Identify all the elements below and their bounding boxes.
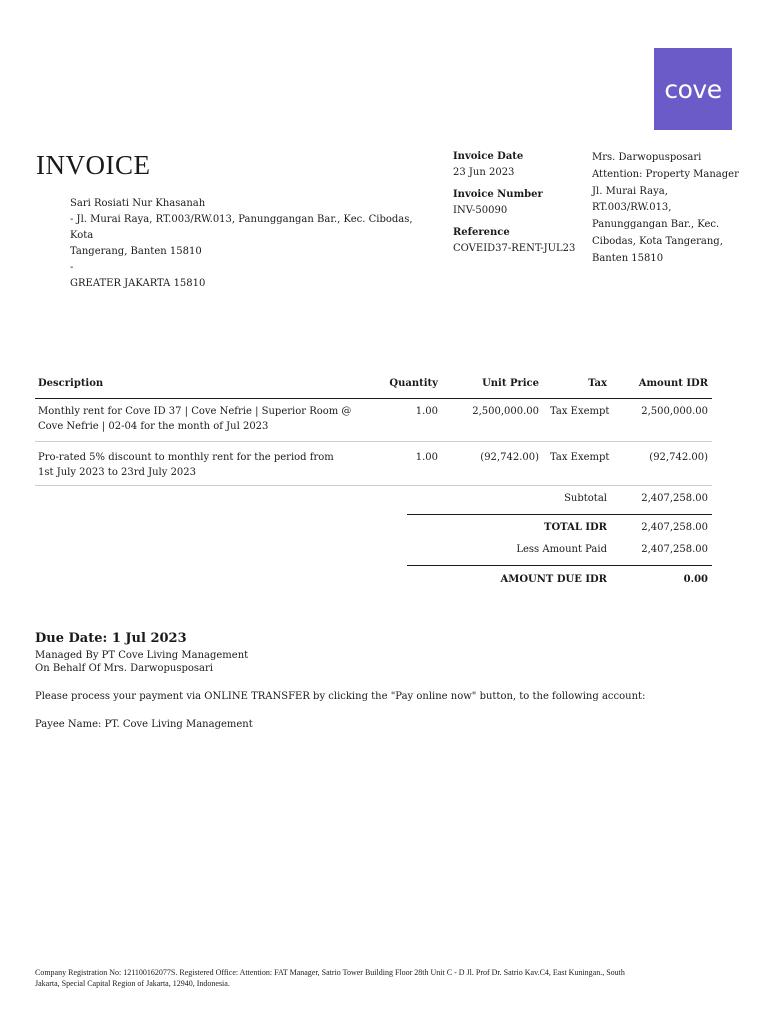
reference-value: COVEID37-RENT-JUL23	[453, 243, 576, 254]
bill-to-line3: -	[70, 262, 74, 273]
line-items-table	[35, 373, 712, 486]
table-row	[35, 399, 712, 442]
invoice-number-label: Invoice Number	[453, 189, 543, 200]
logo-text: cove	[664, 74, 722, 104]
from-line: Attention: Property Manager	[592, 168, 739, 180]
reference-label: Reference	[453, 227, 510, 238]
item-amount: 2,500,000.00	[641, 406, 708, 417]
from-address	[592, 150, 762, 268]
from-line: RT.003/RW.013,	[592, 202, 672, 214]
item-tax: Tax Exempt	[550, 452, 610, 463]
header-description: Description	[38, 378, 104, 389]
bill-to-name: Sari Rosiati Nur Khasanah	[70, 198, 206, 209]
totals-divider	[407, 565, 712, 566]
amount-due-label: AMOUNT DUE IDR	[500, 574, 607, 585]
invoice-number-value: INV-50090	[453, 205, 508, 216]
invoice-date-label: Invoice Date	[453, 151, 524, 162]
item-description-line: 1st July 2023 to 23rd July 2023	[38, 466, 197, 478]
header-quantity: Quantity	[389, 378, 438, 389]
bill-to-line4: GREATER JAKARTA 15810	[70, 278, 206, 289]
item-unit-price: (92,742.00)	[480, 452, 539, 463]
subtotal-value: 2,407,258.00	[641, 493, 708, 504]
item-unit-price: 2,500,000.00	[472, 406, 539, 417]
total-value: 2,407,258.00	[641, 522, 708, 533]
totals-section	[407, 493, 712, 593]
page-title: INVOICE	[36, 150, 151, 180]
item-quantity: 1.00	[415, 452, 438, 463]
header-amount: Amount IDR	[638, 378, 708, 389]
header-tax: Tax	[588, 378, 607, 389]
item-description-line: Pro-rated 5% discount to monthly rent for the period from	[38, 452, 334, 463]
item-description-line: Cove Nefrie | 02-04 for the month of Jul 2023	[38, 420, 269, 432]
managed-by: Managed By PT Cove Living Management	[35, 650, 249, 661]
from-line: Banten 15810	[592, 252, 664, 264]
item-description	[38, 451, 358, 480]
bill-to-address	[70, 196, 420, 292]
bill-to-line1: - Jl. Murai Raya, RT.003/RW.013, Panunggangan Bar., Kec. Cibodas, Kota	[70, 214, 413, 241]
item-description	[38, 405, 358, 434]
from-line: Jl. Murai Raya,	[592, 185, 668, 197]
payee-name: Payee Name: PT. Cove Living Management	[35, 719, 253, 730]
totals-divider	[407, 514, 712, 515]
from-line: Cibodas, Kota Tangerang,	[592, 235, 723, 247]
from-line: Panunggangan Bar., Kec.	[592, 219, 720, 231]
item-description-line: Monthly rent for Cove ID 37 | Cove Nefrie | Superior Room @	[38, 406, 352, 417]
item-quantity: 1.00	[415, 406, 438, 417]
footer-line: Company Registration No: 121100162077S. Registered Office: Attention: FAT Manager, Satrio Tower Building Floor 28th Unit C - D Jl. Prof Dr. Satrio Kav.C4, East Kuningan., South	[35, 968, 625, 977]
item-amount: (92,742.00)	[649, 452, 708, 463]
bill-to-line2: Tangerang, Banten 15810	[70, 246, 202, 257]
item-tax: Tax Exempt	[550, 406, 610, 417]
subtotal-label: Subtotal	[564, 493, 607, 504]
company-footer	[35, 967, 725, 989]
paid-label: Less Amount Paid	[516, 544, 607, 555]
due-date: Due Date: 1 Jul 2023	[35, 631, 187, 646]
cove-logo	[654, 48, 732, 130]
invoice-meta	[453, 149, 588, 263]
amount-due-value: 0.00	[683, 574, 708, 585]
total-label: TOTAL IDR	[544, 522, 607, 533]
payment-instructions: Please process your payment via ONLINE TRANSFER by clicking the "Pay online now" button, to the following account:	[35, 691, 646, 702]
header-unit-price: Unit Price	[482, 378, 539, 389]
table-header	[35, 373, 712, 399]
table-row	[35, 442, 712, 486]
invoice-date-value: 23 Jun 2023	[453, 167, 515, 178]
on-behalf-of: On Behalf Of Mrs. Darwopusposari	[35, 663, 213, 674]
footer-line: Jakarta, Special Capital Region of Jakarta, 12940, Indonesia.	[35, 979, 230, 988]
from-line: Mrs. Darwopusposari	[592, 152, 702, 163]
paid-value: 2,407,258.00	[641, 544, 708, 555]
